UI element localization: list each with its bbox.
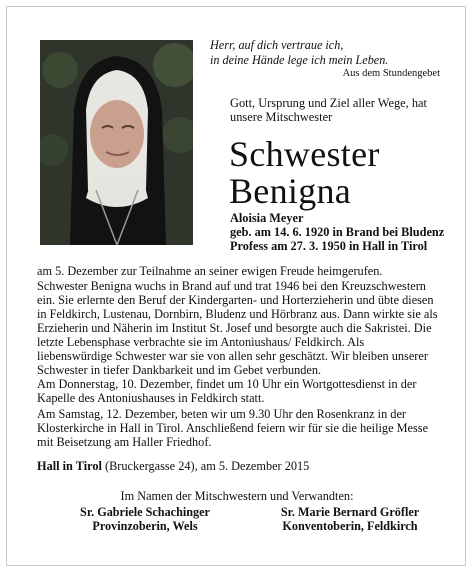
closing-place: Hall in Tirol (37, 459, 102, 473)
intro-line-1: Gott, Ursprung und Ziel aller Wege, hat (230, 96, 427, 110)
signers-intro: Im Namen der Mitschwestern und Verwandten: (120, 489, 354, 503)
name-line-2: Benigna (229, 171, 352, 211)
name-line-1: Schwester (229, 134, 380, 174)
motto-line-1: Herr, auf dich vertraue ich, (210, 38, 344, 52)
life-details (230, 211, 460, 253)
signer-left (45, 505, 245, 533)
signer-right (250, 505, 450, 533)
motto-quote (210, 38, 440, 68)
closing-address-date: (Bruckergasse 24), am 5. Dezember 2015 (101, 459, 310, 473)
motto-line-2: in deine Hände lege ich mein Leben. (210, 53, 389, 67)
signer-left-role: Provinzoberin, Wels (92, 519, 198, 533)
profession-info: Profess am 27. 3. 1950 in Hall in Tirol (230, 239, 428, 253)
deceased-name (229, 136, 459, 210)
paragraph-called-home: am 5. Dezember zur Teilnahme an seiner ewigen Freude heimgerufen. (37, 264, 383, 278)
signer-left-name: Sr. Gabriele Schachinger (80, 505, 210, 519)
portrait-illustration (40, 40, 193, 245)
birth-info: geb. am 14. 6. 1920 in Brand bei Bludenz (230, 225, 445, 239)
paragraph-biography: Schwester Benigna wuchs in Brand auf und trat 1946 bei den Kreuzschwestern ein. Sie erlernte den Beruf der Kindergarten- und Horterzieherin und übte diesen in Feldkirch, Lustenau, Dornbirn, Bludenz und Hörbranz aus. Dann wirkte sie als Erzieherin und Näherin im Institut St. Josef und besorgte auch die Sakristei. Die letzte Lebensphase verbrachte sie im Antoniushaus/ Feldkirch. Als liebenswürdige Schwester war sie von allen sehr geschätzt. Wir bleiben unserer Schwester in tiefer Dankbarkeit und im Gebet verbunden. (37, 279, 438, 377)
paragraph-service: Am Donnerstag, 10. Dezember, findet um 10 Uhr ein Wortgottesdienst in der Kapelle des Antoniushauses in Feldkirch statt. (37, 377, 417, 405)
intro-text (230, 96, 450, 124)
place-and-date (37, 459, 442, 473)
portrait-photo (40, 40, 193, 245)
paragraph-rosary-mass: Am Samstag, 12. Dezember, beten wir um 9.30 Uhr den Rosenkranz in der Klosterkirche in Hall in Tirol. Anschließend feiern wir für sie die heilige Messe mit Beisetzung am Haller Friedhof. (37, 407, 429, 449)
civil-name: Aloisia Meyer (230, 211, 304, 225)
signer-right-role: Konventoberin, Feldkirch (282, 519, 418, 533)
motto-source: Aus dem Stundengebet (342, 68, 440, 79)
intro-line-2: unsere Mitschwester (230, 110, 333, 124)
signer-right-name: Sr. Marie Bernard Gröfler (280, 505, 420, 519)
